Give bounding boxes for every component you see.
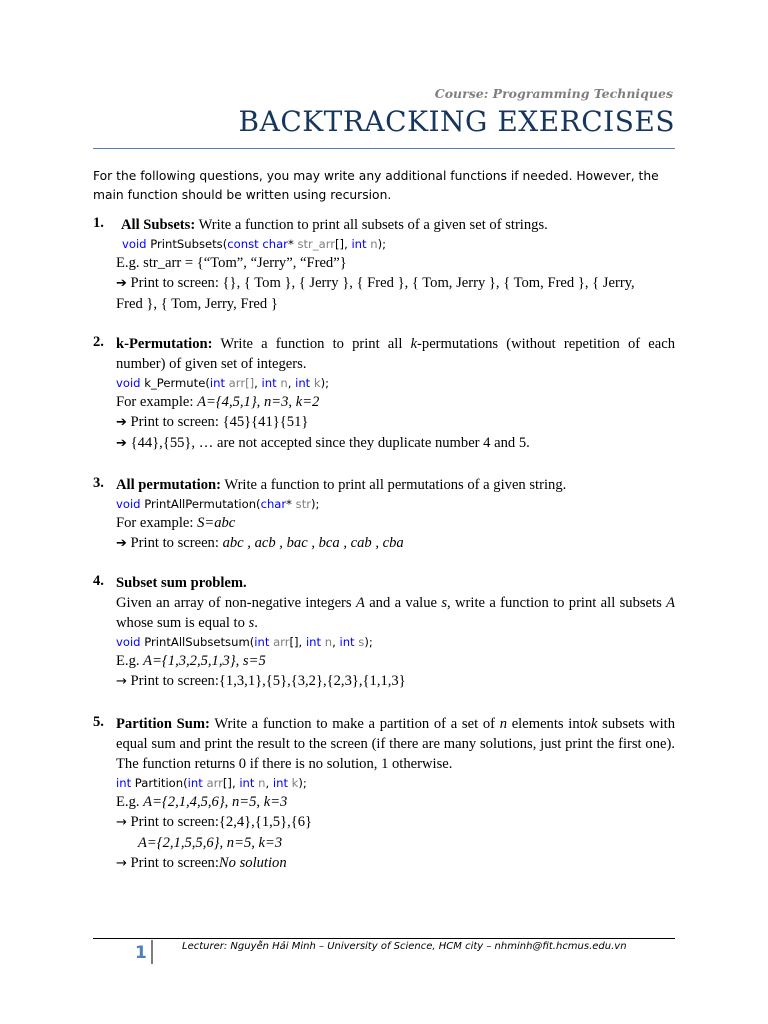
page-title: BACKTRACKING EXERCISES xyxy=(238,105,675,138)
output-line: → Print to screen:{1,3,1},{5},{3,2},{2,3},{1,1,3} xyxy=(116,673,406,689)
question-1 xyxy=(93,215,675,314)
output-line: ➔ Print to screen: {45}{41}{51} xyxy=(116,414,309,430)
footer-text: Lecturer: Nguyễn Hải Minh – University of Science, HCM city – nhminh@fit.hcmus.edu.vn xyxy=(182,941,627,952)
question-number: 3. xyxy=(93,475,104,491)
output-line: ➔ Print to screen: abc , acb , bac , bca , cab , cba xyxy=(116,535,404,551)
function-signature: void PrintAllSubsetsum(int arr[], int n, int s); xyxy=(116,635,373,649)
function-signature: int Partition(int arr[], int n, int k); xyxy=(116,776,307,790)
output-line: → Print to screen:{2,4},{1,5},{6} xyxy=(116,814,313,830)
question-title: All permutation: xyxy=(116,477,221,493)
arrow-icon: ➔ xyxy=(116,436,127,451)
page-number-bar xyxy=(151,940,153,964)
example-line: E.g. str_arr = {“Tom”, “Jerry”, “Fred”} xyxy=(116,255,347,271)
question-number: 5. xyxy=(93,714,104,730)
question-5 xyxy=(93,714,675,874)
page-number: 1 xyxy=(135,943,147,963)
example-line: E.g. A={2,1,4,5,6}, n=5, k=3 xyxy=(116,794,288,810)
arrow-icon: → xyxy=(116,674,127,689)
question-number: 2. xyxy=(93,334,104,350)
question-title: k-Permutation: xyxy=(116,336,213,352)
output-line: ➔ Print to screen: {}, { Tom }, { Jerry }, { Fred }, { Tom, Jerry }, { Tom, Fred }, { Jerry, xyxy=(116,275,635,291)
question-title: All Subsets: xyxy=(121,217,196,233)
title-divider xyxy=(93,148,675,149)
question-4 xyxy=(93,573,675,692)
example-line: E.g. A={1,3,2,5,1,3}, s=5 xyxy=(116,653,266,669)
question-number: 4. xyxy=(93,573,104,589)
question-text: Given an array of non-negative integers A and a value s, write a function to print all subsets A whose sum is equal to s. xyxy=(116,595,676,631)
arrow-icon: ➔ xyxy=(116,276,127,291)
question-text: Write a function to print all permutations of a given string. xyxy=(221,477,567,493)
arrow-icon: → xyxy=(116,856,127,871)
question-title: Partition Sum: xyxy=(116,716,210,732)
arrow-icon: → xyxy=(116,815,127,830)
output-line-cont: Fred }, { Tom, Jerry, Fred } xyxy=(116,296,278,312)
note-line: ➔ {44},{55}, … are not accepted since they duplicate number 4 and 5. xyxy=(116,435,530,451)
example-line-2: A={2,1,5,5,6}, n=5, k=3 xyxy=(138,835,283,851)
question-number: 1. xyxy=(93,215,104,231)
question-text: Partition Sum: Write a function to make a partition of a set of n elements intok subsets with equal sum and print the result to the screen (if there are many solutions, just print the first one). The function returns 0 if there is no solution, 1 otherwise. xyxy=(116,716,675,772)
arrow-icon: ➔ xyxy=(116,415,127,430)
function-signature: void PrintAllPermutation(char* str); xyxy=(116,497,320,511)
question-3 xyxy=(93,475,675,554)
arrow-icon: ➔ xyxy=(116,536,127,551)
question-text: Write a function to print all subsets of a given set of strings. xyxy=(195,217,548,233)
question-2 xyxy=(93,334,675,454)
intro-paragraph: For the following questions, you may write any additional functions if needed. However, the main function should be written using recursion. xyxy=(93,169,659,202)
function-signature: void PrintSubsets(const char* str_arr[], int n); xyxy=(122,237,387,251)
question-text: k-Permutation: Write a function to print all k-permutations (without repetition of each number) of given set of integers. xyxy=(116,336,675,372)
example-line: For example: A={4,5,1}, n=3, k=2 xyxy=(116,394,320,410)
function-signature: void k_Permute(int arr[], int n, int k); xyxy=(116,376,330,390)
footer-divider xyxy=(93,938,675,939)
question-title: Subset sum problem. xyxy=(116,575,247,591)
output-line-2: → Print to screen:No solution xyxy=(116,855,287,871)
example-line: For example: S=abc xyxy=(116,515,236,531)
course-label: Course: Programming Techniques xyxy=(434,86,673,101)
